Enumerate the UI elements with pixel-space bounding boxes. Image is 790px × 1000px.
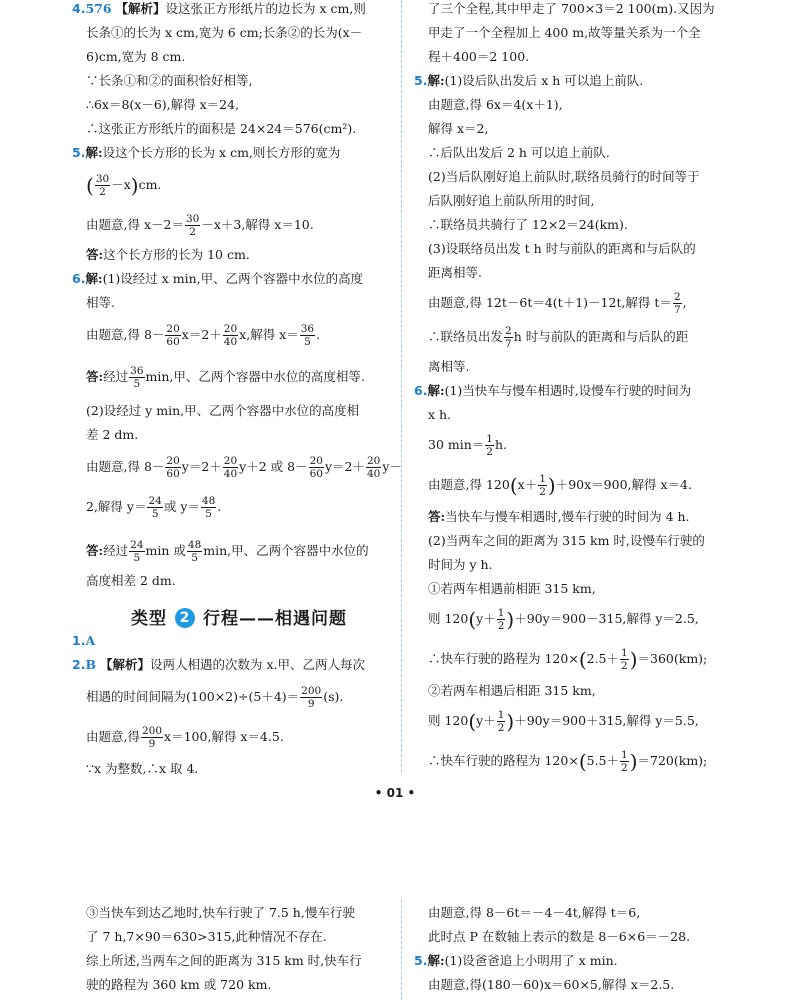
text-line: 由题意,得 12t－6t＝4(t＋1)－12t,解得 t＝ $\frac{2}{7}$ , xyxy=(428,291,687,316)
fraction: $\frac{2}{7}$ xyxy=(505,325,512,350)
section-heading: 类型 2 行程——相遇问题 xyxy=(131,609,347,629)
text-line: 2.B 【解析】设两人相遇的次数为 x.甲、乙两人每次 xyxy=(72,657,366,672)
text-line: (2)当后队刚好追上前队时,联络员骑行的时间等于 xyxy=(428,169,700,184)
text-line: 长条①的长为 x cm,宽为 6 cm;长条②的长为(x－ xyxy=(86,25,363,40)
text-line: ③当快车到达乙地时,快车行驶了 7.5 h,慢车行驶 xyxy=(86,905,355,920)
text-line: ( $\frac{30}{2}$ －x)cm. xyxy=(86,173,162,198)
section-number-badge: 2 xyxy=(175,608,195,628)
column-divider xyxy=(401,0,402,772)
fraction: $\frac{36}{5}$ xyxy=(130,365,144,390)
text-line: ∴这张正方形纸片的面积是 24×24＝576(cm²). xyxy=(86,121,357,136)
text-line: 由题意,得 8－ $\frac{20}{60}$ x＝2＋ $\frac{20}{40}$ x,解得 x＝ $\frac{36}{5}$ . xyxy=(86,323,321,348)
text-line: 30 min＝ $\frac{1}{2}$ h. xyxy=(428,433,507,458)
text-line: 答:经过 $\frac{24}{5}$ min 或 $\frac{48}{5}$ min,甲、乙两个容器中水位的 xyxy=(86,539,369,564)
fraction: $\frac{1}{2}$ xyxy=(621,647,628,672)
text-line: ②若两车相遇后相距 315 km, xyxy=(428,683,596,698)
text-line: 离相等. xyxy=(428,359,470,374)
fraction: $\frac{1}{2}$ xyxy=(486,433,493,458)
fraction: $\frac{1}{2}$ xyxy=(497,709,505,734)
text-line: 此时点 P 在数轴上表示的数是 8－6×6＝－28. xyxy=(428,929,691,944)
text-line: 答:经过 $\frac{36}{5}$ min,甲、乙两个容器中水位的高度相等. xyxy=(86,365,365,390)
text-line: 由题意,得 $\frac{200}{9}$ x＝100,解得 x＝4.5. xyxy=(86,725,284,750)
fraction: $\frac{48}{5}$ xyxy=(201,495,216,520)
fraction: $\frac{48}{5}$ xyxy=(187,539,202,564)
fraction: $\frac{30}{2}$ xyxy=(95,173,110,198)
fraction: $\frac{20}{60}$ xyxy=(166,455,180,480)
fraction: $\frac{20}{40}$ xyxy=(223,455,238,480)
text-line: 相等. xyxy=(86,295,115,310)
text-line: ∵长条①和②的面积恰好相等, xyxy=(86,73,253,88)
text-line: 差 2 dm. xyxy=(86,427,139,442)
text-line: 解得 x＝2, xyxy=(428,121,489,136)
fraction: $\frac{24}{5}$ xyxy=(148,495,162,520)
text-line: 程＋400＝2 100. xyxy=(428,49,530,64)
fraction: $\frac{1}{2}$ xyxy=(497,607,505,632)
text-line: (2)当两车之间的距离为 315 km 时,设慢车行驶的 xyxy=(428,533,705,548)
text-line: 由题意,得 8－6t＝－4－4t,解得 t＝6, xyxy=(428,905,641,920)
text-line: 4.576 【解析】设这张正方形纸片的边长为 x cm,则 xyxy=(72,1,366,16)
text-line: 驶的路程为 360 km 或 720 km. xyxy=(86,977,272,992)
text-line: 由题意,得 6x＝4(x＋1), xyxy=(428,97,563,112)
fraction: $\frac{24}{5}$ xyxy=(130,539,144,564)
text-line: 距离相等. xyxy=(428,265,482,280)
text-line: 相遇的时间间隔为(100×2)÷(5＋4)＝ $\frac{200}{9}$ (s). xyxy=(86,685,344,710)
text-line: 1.A xyxy=(72,633,96,648)
text-line: (3)设联络员出发 t h 时与前队的距离和与后队的 xyxy=(428,241,696,256)
text-line: 了三个全程,其中甲走了 700×3＝2 100(m).又因为 xyxy=(428,1,715,16)
text-line: 由题意,得 8－ $\frac{20}{60}$ y＝2＋ $\frac{20}{40}$ y＋2 或 8－ $\frac{20}{60}$ y＝2＋ $\frac{20}{40}$ y－ xyxy=(86,455,402,480)
text-line: 6)cm,宽为 8 cm. xyxy=(86,49,186,64)
text-line: 6.解:(1)当快车与慢车相遇时,设慢车行驶的时间为 xyxy=(414,383,692,398)
fraction: $\frac{1}{2}$ xyxy=(621,749,628,774)
column-divider xyxy=(401,900,402,1000)
fraction: $\frac{200}{9}$ xyxy=(301,685,322,710)
text-line: 5.解:(1)设爸爸追上小明用了 x min. xyxy=(414,953,618,968)
fraction: $\frac{20}{60}$ xyxy=(309,455,323,480)
text-line: 5.解:(1)设后队出发后 x h 可以追上前队. xyxy=(414,73,644,88)
text-line: 则 120(y＋ $\frac{1}{2}$ )＋90y＝900－315,解得 y＝2.5, xyxy=(428,607,699,632)
text-line: 综上所述,当两车之间的距离为 315 km 时,快车行 xyxy=(86,953,362,968)
text-line: 后队刚好追上前队所用的时间, xyxy=(428,193,595,208)
text-line: ∵x 为整数,∴x 取 4. xyxy=(86,761,199,776)
text-line: (2)设经过 y min,甲、乙两个容器中水位的高度相 xyxy=(86,403,360,418)
text-line: ∴快车行驶的路程为 120×(5.5＋ $\frac{1}{2}$ )＝720(km); xyxy=(428,749,708,774)
fraction: $\frac{20}{60}$ xyxy=(166,323,180,348)
text-line: 答:这个长方形的长为 10 cm. xyxy=(86,247,250,262)
text-line: 6.解:(1)设经过 x min,甲、乙两个容器中水位的高度 xyxy=(72,271,364,286)
text-line: 了 7 h,7×90＝630>315,此种情况不存在. xyxy=(86,929,327,944)
fraction: $\frac{2}{7}$ xyxy=(673,291,681,316)
text-line: 由题意,得 x－2＝ $\frac{30}{2}$ －x＋3,解得 x＝10. xyxy=(86,213,314,238)
text-line: ∴快车行驶的路程为 120×(2.5＋ $\frac{1}{2}$ )＝360(km); xyxy=(428,647,708,672)
fraction: $\frac{30}{2}$ xyxy=(185,213,200,238)
text-line: 时间为 y h. xyxy=(428,557,493,572)
fraction: $\frac{20}{40}$ xyxy=(223,323,238,348)
text-line: 甲走了一个全程加上 400 m,故等量关系为一个全 xyxy=(428,25,701,40)
text-line: ①若两车相遇前相距 315 km, xyxy=(428,581,596,596)
text-line: ∴联络员出发 $\frac{2}{7}$ h 时与前队的距离和与后队的距 xyxy=(428,325,689,350)
text-line: x h. xyxy=(428,407,452,422)
text-line: 则 120(y＋ $\frac{1}{2}$ )＋90y＝900＋315,解得 y＝5.5, xyxy=(428,709,699,734)
text-line: 2,解得 y＝ $\frac{24}{5}$ 或 y＝ $\frac{48}{5}$ . xyxy=(86,495,222,520)
text-line: ∴联络员共骑行了 12×2＝24(km). xyxy=(428,217,628,232)
text-line: ∴后队出发后 2 h 可以追上前队. xyxy=(428,145,610,160)
fraction: $\frac{1}{2}$ xyxy=(539,473,546,498)
text-line: 答:当快车与慢车相遇时,慢车行驶的时间为 4 h. xyxy=(428,509,690,524)
fraction: $\frac{200}{9}$ xyxy=(141,725,163,750)
text-line: 由题意,得 120(x＋ $\frac{1}{2}$ )＋90x＝900,解得 x＝4. xyxy=(428,473,692,498)
text-line: 由题意,得(180－60)x＝60×5,解得 x＝2.5. xyxy=(428,977,675,992)
fraction: $\frac{20}{40}$ xyxy=(366,455,381,480)
page-number: • 01 • xyxy=(374,786,416,800)
fraction: $\frac{36}{5}$ xyxy=(300,323,315,348)
text-line: ∴6x＝8(x－6),解得 x＝24, xyxy=(86,97,240,112)
text-line: 5.解:设这个长方形的长为 x cm,则长方形的宽为 xyxy=(72,145,341,160)
text-line: 高度相差 2 dm. xyxy=(86,573,176,588)
